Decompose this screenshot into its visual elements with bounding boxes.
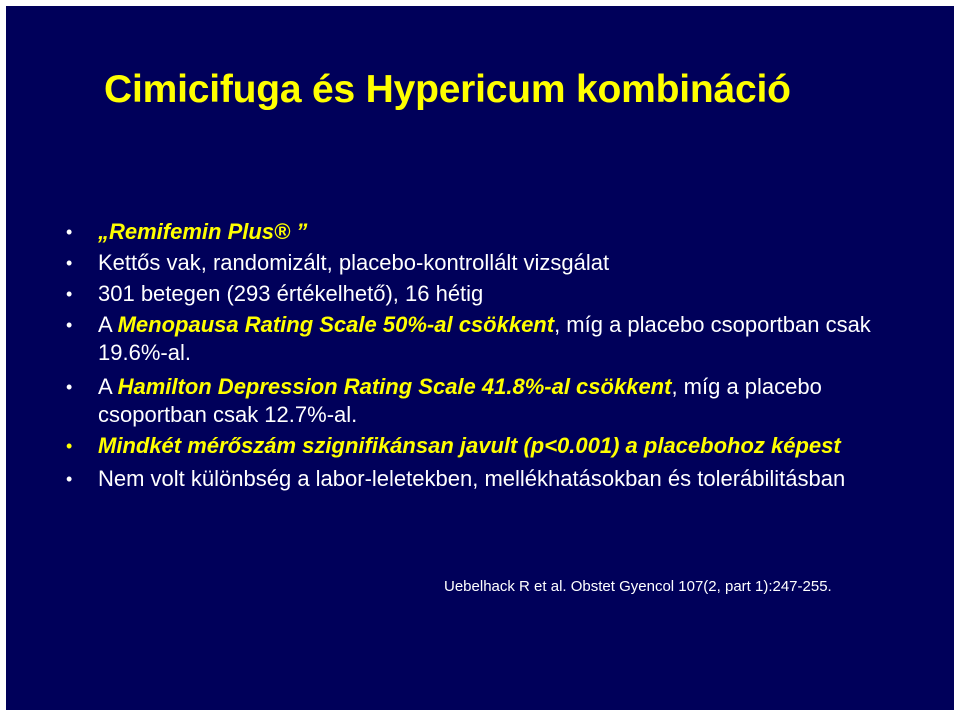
scale-name: Menopausa Rating Scale bbox=[117, 312, 377, 337]
bullet-study-design bbox=[66, 249, 926, 277]
bullet-text: Mindkét mérőszám szignifikánsan javult (p<0.001) a placebohoz képest bbox=[98, 433, 841, 458]
citation: Uebelhack R et al. Obstet Gyencol 107(2, part 1):247-255. bbox=[444, 578, 832, 595]
slide bbox=[6, 6, 954, 710]
bullet-list bbox=[66, 218, 926, 493]
bullet-text-prefix: A bbox=[98, 312, 118, 337]
bullet-dot-icon: • bbox=[66, 436, 73, 456]
bullet-patients bbox=[66, 280, 926, 308]
bullet-text: Kettős vak, randomizált, placebo-kontrollált vizsgálat bbox=[98, 250, 610, 275]
bullet-text-prefix: A bbox=[98, 374, 118, 399]
scale-name: Hamilton Depression Rating Scale bbox=[117, 374, 476, 399]
bullet-dot-icon: • bbox=[66, 253, 73, 273]
bullet-hamilton-scale bbox=[66, 373, 926, 429]
bullet-significance bbox=[66, 432, 926, 460]
bullet-product bbox=[66, 218, 926, 246]
product-name: „Remifemin Plus® ” bbox=[98, 219, 308, 244]
bullet-text: Nem volt különbség a labor-leletekben, mellékhatásokban és tolerábilitásban bbox=[98, 466, 846, 491]
bullet-text-suffix: , míg a placebo csoportban csak 19.6%-al. bbox=[98, 312, 871, 365]
slide-title: Cimicifuga és Hypericum kombináció bbox=[104, 68, 791, 111]
bullet-dot-icon: • bbox=[66, 469, 73, 489]
bullet-text: 301 betegen (293 értékelhető), 16 hétig bbox=[98, 281, 484, 306]
bullet-menopause-scale bbox=[66, 311, 926, 367]
bullet-dot-icon: • bbox=[66, 377, 73, 397]
bullet-dot-icon: • bbox=[66, 222, 73, 242]
bullet-dot-icon: • bbox=[66, 284, 73, 304]
bullet-no-difference bbox=[66, 465, 926, 493]
bullet-text-suffix: , míg a placebo csoportban csak 12.7%-al. bbox=[98, 374, 822, 427]
bullet-dot-icon: • bbox=[66, 315, 73, 335]
scale-result: 41.8%-al csökkent bbox=[475, 374, 672, 399]
scale-result: 50%-al csökkent bbox=[376, 312, 555, 337]
